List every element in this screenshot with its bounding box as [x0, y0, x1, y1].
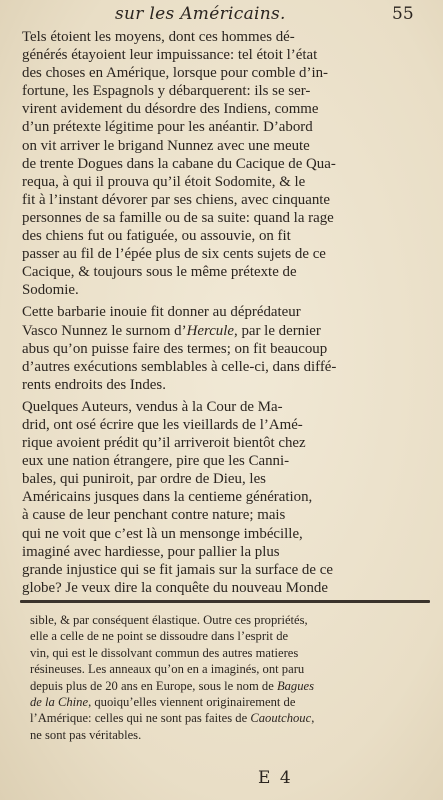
- text-line: de trente Dogues dans la cabane du Cacique de Qua-: [22, 155, 336, 172]
- text-line: virent avidement du désordre des Indiens, comme: [22, 101, 319, 118]
- text-line: générés étayoient leur impuissance: tel étoit l’état: [22, 47, 318, 64]
- signature-mark: E 4: [258, 768, 293, 788]
- footnote-line: vin, qui est le dissolvant commun des autres matieres: [30, 645, 299, 660]
- footnote-line: [30, 694, 418, 710]
- footnote-line: elle a celle de ne point se dissoudre dans l’esprit de: [30, 629, 289, 644]
- page-number: 55: [392, 4, 414, 24]
- text-line: bales, qui puniroit, par ordre de Dieu, les: [22, 471, 266, 488]
- text-line: grande injustice qui se fit jamais sur la surface de ce: [22, 561, 333, 578]
- text-span: , par le dernier: [234, 322, 321, 339]
- footnote-line: [30, 678, 418, 694]
- text-line: Cette barbarie inouie fit donner au déprédateur: [22, 304, 301, 321]
- text-line: des chiens fut ou fatiguée, ou assouvie, on fit: [22, 228, 291, 245]
- text-line: drid, ont osé écrire que les vieillards de l’Amé-: [22, 416, 303, 433]
- text-line: personnes de sa famille ou de sa suite: quand la rage: [22, 209, 334, 226]
- italic-term-bagues: Bagues: [276, 678, 315, 693]
- text-line: rique avoient prédit qu’il arriveroit bientôt chez: [22, 435, 306, 452]
- text-line: rents endroits des Indes.: [22, 376, 166, 393]
- text-span: Vasco Nunnez le surnom d’: [22, 322, 187, 339]
- main-text: [22, 28, 424, 597]
- text-line: Quelques Auteurs, vendus à la Cour de Ma-: [22, 398, 283, 415]
- text-line: Sodomie.: [22, 282, 79, 299]
- text-line: eux une nation étrangere, pire que les Canni-: [22, 453, 290, 470]
- text-line: Tels étoient les moyens, dont ces hommes dé-: [22, 29, 295, 45]
- footnote-line: ne sont pas véritables.: [30, 727, 142, 742]
- running-head: sur les Américains.: [115, 4, 286, 24]
- page-header: [0, 4, 443, 28]
- footnote-rule: [20, 600, 430, 603]
- text-line: qui ne voit que c’est là un mensonge imbécille,: [22, 525, 303, 542]
- text-span: ,: [311, 711, 315, 726]
- footnote-line: sible, & par conséquent élastique. Outre ces propriétés,: [30, 613, 308, 627]
- text-line: d’autres exécutions semblables à celle-ci, dans diffé-: [22, 358, 337, 375]
- text-line: fortune, les Espagnols y débarquerent: ils se ser-: [22, 83, 311, 100]
- text-line: d’un prétexte légitime pour les anéantir. D’abord: [22, 119, 313, 136]
- text-line: Cacique, & toujours sous le même prétexte de: [22, 264, 297, 281]
- text-line: [22, 322, 424, 340]
- italic-term-caoutchouc: Caoutchouc: [250, 711, 312, 726]
- text-span: depuis plus de 20 ans en Europe, sous le nom de: [30, 678, 277, 693]
- italic-term-hercule: Hercule: [186, 322, 234, 339]
- text-line: fit à l’instant dévorer par ses chiens, avec cinquante: [22, 191, 331, 208]
- text-line: abus qu’on puisse faire des termes; on fit beaucoup: [22, 340, 328, 357]
- text-span: , quoiqu’elles viennent originairement de: [88, 695, 296, 710]
- text-line: imaginé avec hardiesse, pour pallier la plus: [22, 543, 280, 560]
- text-line: passer au fil de l’épée plus de six cents sujets de ce: [22, 246, 326, 263]
- footnote-line: résineuses. Les anneaux qu’on en a imaginés, ont paru: [30, 662, 305, 677]
- italic-term-de-la-chine: de la Chine: [30, 695, 89, 710]
- text-line: Américains jusques dans la centieme génération,: [22, 489, 313, 506]
- footnote: [30, 612, 418, 743]
- text-line: à cause de leur penchant contre nature; mais: [22, 507, 286, 524]
- text-line: des choses en Amérique, lorsque pour comble d’in-: [22, 65, 329, 82]
- text-line: globe? Je veux dire la conquête du nouveau Monde: [22, 579, 328, 596]
- footnote-line: [30, 710, 418, 726]
- text-span: l’Amérique: celles qui ne sont pas faites de: [30, 711, 251, 726]
- text-line: on vit arriver le brigand Nunnez avec une meute: [22, 137, 310, 154]
- text-line: requa, à qui il prouva qu’il étoit Sodomite, & le: [22, 173, 306, 190]
